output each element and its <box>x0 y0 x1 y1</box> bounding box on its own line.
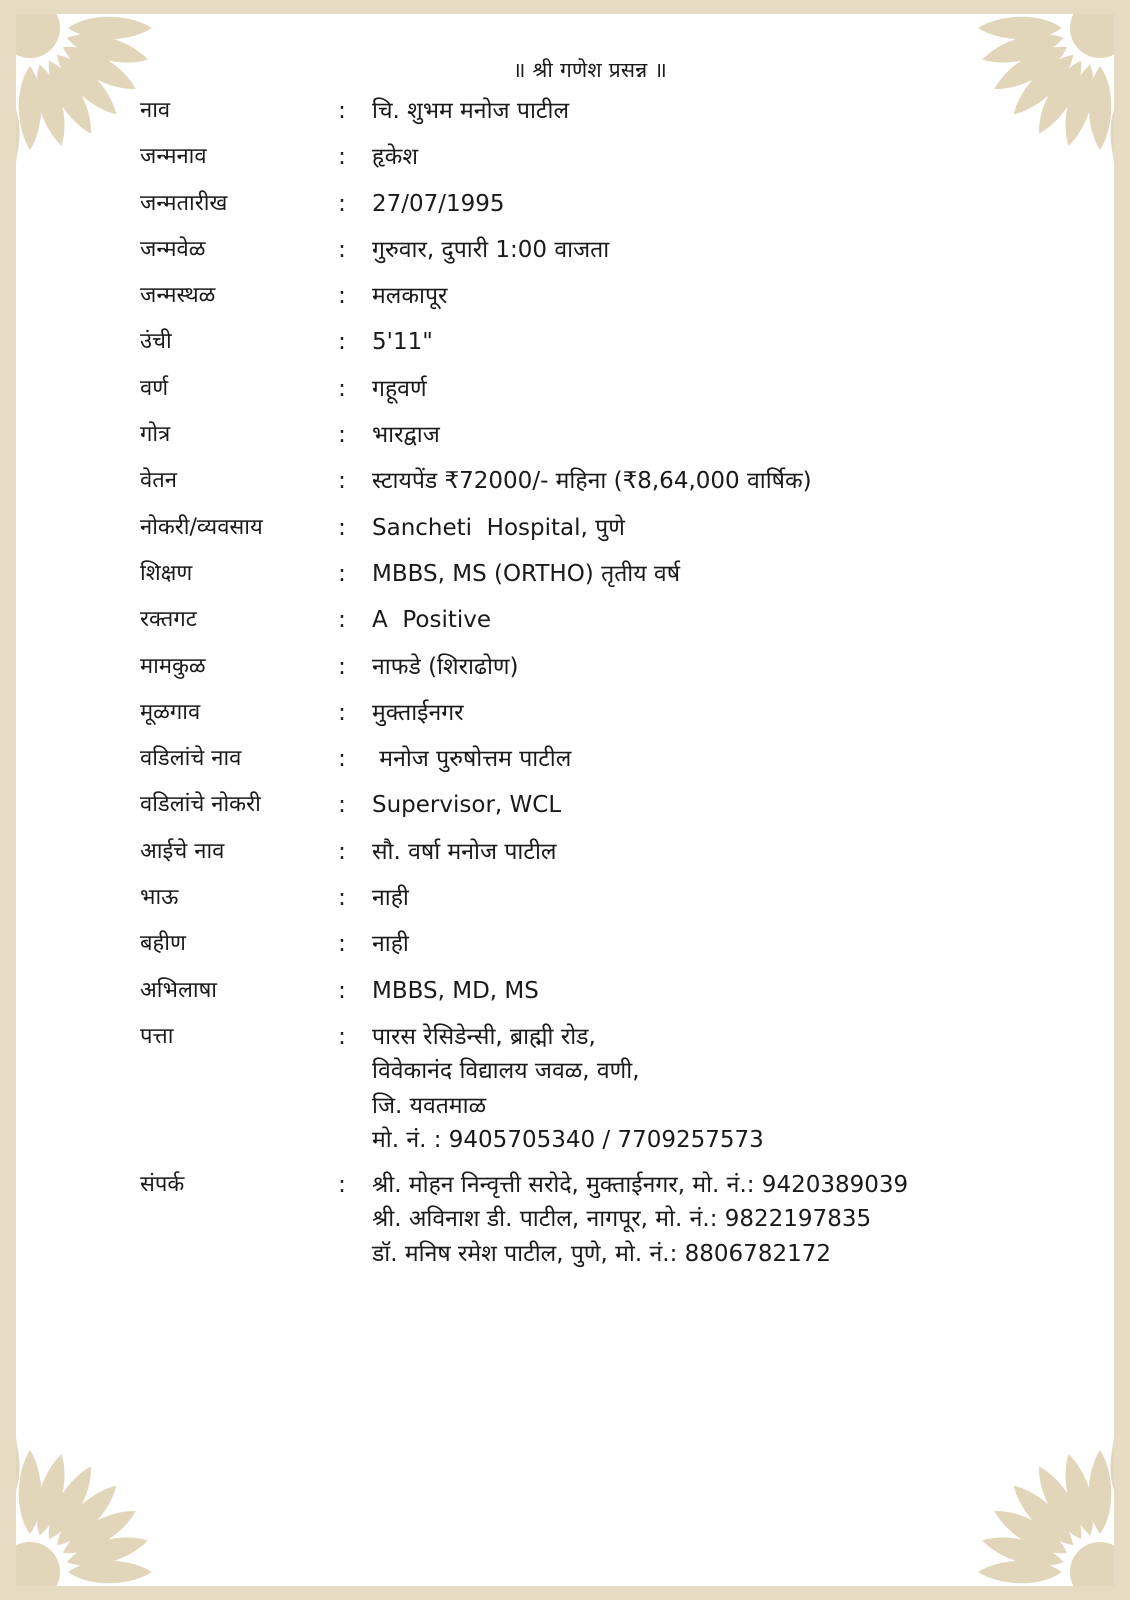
field-label: जन्मनाव <box>140 144 207 170</box>
address-line: विवेकानंद विद्यालय जवळ, वणी, <box>372 1058 640 1085</box>
separator-colon: : <box>338 98 346 124</box>
field-value: गहूवर्ण <box>372 375 427 402</box>
field-label: मामकुळ <box>140 653 206 679</box>
separator-colon: : <box>338 144 346 171</box>
field-value: नाही <box>372 931 409 958</box>
contact-line: डॉ. मनिष रमेश पाटील, पुणे, मो. नं.: 8806782172 <box>372 1240 831 1267</box>
biodata-row <box>140 790 1080 836</box>
separator-colon: : <box>338 699 346 726</box>
field-value: MBBS, MD, MS <box>372 977 539 1004</box>
biodata-row <box>140 605 1080 651</box>
field-value: चि. शुभम मनोज पाटील <box>372 98 570 124</box>
biodata-row <box>140 929 1080 975</box>
field-label: भाऊ <box>140 885 179 911</box>
field-value: मुक्ताईनगर <box>372 699 464 726</box>
separator-colon: : <box>338 746 346 773</box>
separator-colon: : <box>338 653 346 680</box>
field-value: भारद्वाज <box>372 422 440 449</box>
address-line: पारस रेसिडेन्सी, ब्राह्मी रोड, <box>372 1023 596 1050</box>
biodata-row <box>140 96 1080 142</box>
field-value: हृकेश <box>372 144 418 171</box>
field-label: नाव <box>140 98 171 123</box>
field-label: जन्मवेळ <box>140 236 206 262</box>
biodata-row <box>140 327 1080 373</box>
separator-colon: : <box>338 236 346 263</box>
separator-colon: : <box>338 1171 346 1198</box>
field-value: मनोज पुरुषोत्तम पाटील <box>372 746 572 773</box>
field-value: A Positive <box>372 607 492 634</box>
field-value: 27/07/1995 <box>372 190 505 217</box>
contact-line: श्री. मोहन निन्वृत्ती सरोदे, मुक्ताईनगर, मो. नं.: 9420389039 <box>372 1171 909 1198</box>
separator-colon: : <box>338 885 346 912</box>
separator-colon: : <box>338 838 346 865</box>
separator-colon: : <box>338 375 346 402</box>
biodata-row <box>140 559 1080 605</box>
field-label: जन्मस्थळ <box>140 283 216 309</box>
field-value: नाफडे (शिराढोण) <box>372 653 519 680</box>
biodata-row <box>140 837 1080 883</box>
field-value: MBBS, MS (ORTHO) तृतीय वर्ष <box>372 560 681 587</box>
field-label: वेतन <box>140 468 177 494</box>
biodata-row <box>140 235 1080 281</box>
separator-colon: : <box>338 283 346 310</box>
page-frame <box>16 14 1114 1586</box>
field-label: आईचे नाव <box>140 838 225 864</box>
separator-colon: : <box>338 1023 346 1050</box>
field-value: सौ. वर्षा मनोज पाटील <box>372 838 557 865</box>
biodata-row <box>140 420 1080 466</box>
field-value: स्टायपेंड ₹72000/- महिना (₹8,64,000 वार्षिक) <box>372 468 812 495</box>
field-label: नोकरी/व्यवसाय <box>140 514 263 540</box>
field-value: Sancheti Hospital, पुणे <box>372 514 625 541</box>
field-label: बहीण <box>140 931 186 957</box>
contact-label: संपर्क <box>140 1171 185 1197</box>
address-line: जि. यवतमाळ <box>372 1092 487 1119</box>
separator-colon: : <box>338 514 346 541</box>
biodata-row <box>140 744 1080 790</box>
biodata-row <box>140 652 1080 698</box>
address-line: मो. नं. : 9405705340 / 7709257573 <box>372 1127 764 1154</box>
separator-colon: : <box>338 190 346 217</box>
field-label: वर्ण <box>140 375 169 401</box>
field-label: मूळगाव <box>140 699 201 725</box>
separator-colon: : <box>338 329 346 356</box>
biodata-list <box>140 96 1080 1283</box>
field-value: गुरुवार, दुपारी 1:00 वाजता <box>372 236 610 263</box>
separator-colon: : <box>338 931 346 958</box>
biodata-row <box>140 189 1080 235</box>
biodata-row <box>140 466 1080 512</box>
biodata-document <box>16 14 1114 1586</box>
field-label: वडिलांचे नाव <box>140 746 242 772</box>
field-label: वडिलांचे नोकरी <box>140 792 261 818</box>
separator-colon: : <box>338 422 346 449</box>
biodata-row <box>140 142 1080 188</box>
biodata-row <box>140 883 1080 929</box>
field-label: शिक्षण <box>140 560 193 586</box>
biodata-row <box>140 513 1080 559</box>
contact-row <box>140 1170 1080 1274</box>
biodata-row <box>140 698 1080 744</box>
separator-colon: : <box>338 792 346 819</box>
field-value: 5'11" <box>372 329 433 356</box>
biodata-row <box>140 374 1080 420</box>
field-label: उंची <box>140 329 172 355</box>
contact-value <box>372 1170 1080 1274</box>
biodata-row <box>140 281 1080 327</box>
separator-colon: : <box>338 468 346 495</box>
field-value: नाही <box>372 885 409 912</box>
contact-line: श्री. अविनाश डी. पाटील, नागपूर, मो. नं.: 9822197835 <box>372 1206 872 1233</box>
separator-colon: : <box>338 607 346 634</box>
field-label: अभिलाषा <box>140 977 218 1003</box>
invocation-heading: ॥ श्री गणेश प्रसन्न ॥ <box>512 58 668 82</box>
address-value <box>372 1022 1080 1160</box>
field-label: रक्तगट <box>140 607 197 633</box>
address-label: पत्ता <box>140 1023 174 1049</box>
field-label: गोत्र <box>140 422 171 448</box>
biodata-row <box>140 976 1080 1022</box>
separator-colon: : <box>338 560 346 587</box>
field-value: Supervisor, WCL <box>372 792 562 819</box>
separator-colon: : <box>338 977 346 1004</box>
field-value: मलकापूर <box>372 283 448 310</box>
field-label: जन्मतारीख <box>140 190 228 216</box>
address-row <box>140 1022 1080 1160</box>
